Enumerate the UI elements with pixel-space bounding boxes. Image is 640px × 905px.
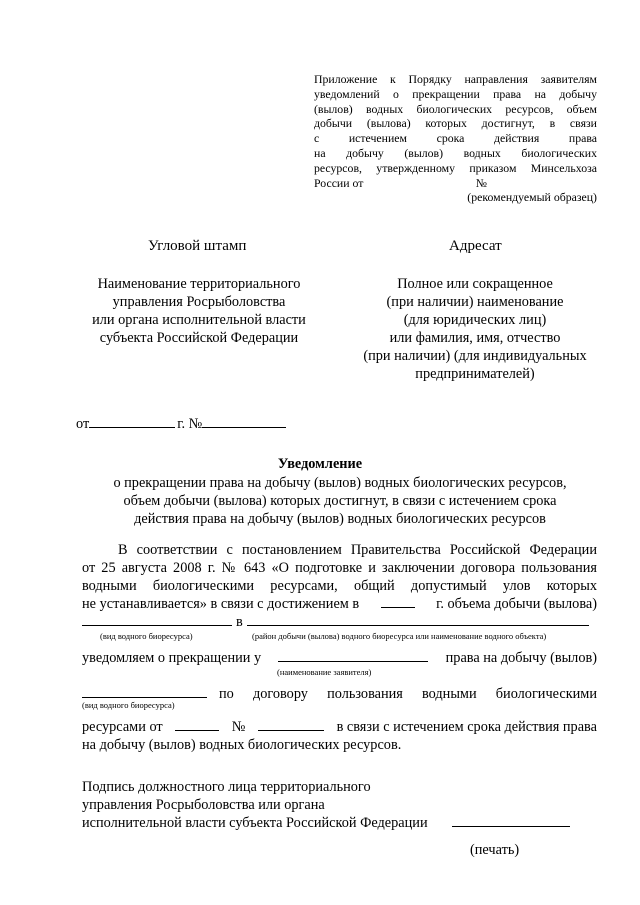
signature-line: исполнительной власти субъекта Российской Федерации	[82, 815, 428, 831]
area-caption: (район добычи (вылова) водного биоресурса или наименование водного объекта)	[252, 631, 547, 641]
appendix-number-label: №	[475, 175, 487, 190]
in-word: в	[236, 614, 243, 630]
paragraph-line: от 25 августа 2008 г. № 643 «О подготовке и заключении договора пользования	[82, 560, 597, 576]
paragraph-line: В соответствии с постановлением Правительства Российской Федерации	[118, 542, 597, 558]
issuer-line: или органа исполнительной власти	[92, 312, 306, 328]
signature-blank[interactable]	[452, 814, 570, 827]
species-blank-2[interactable]	[82, 685, 207, 698]
right-label: права на добычу (вылов)	[445, 650, 597, 666]
contract-label: по договору пользования водными биологическими	[219, 686, 597, 702]
seal-label: (печать)	[470, 842, 520, 858]
main-paragraph	[82, 541, 597, 613]
appendix-line: добычи (вылова) которых достигнут, в связи	[314, 116, 597, 131]
date-from-label: от	[76, 416, 90, 432]
appendix-line: ресурсов, утвержденному приказом Минсельхоза	[314, 160, 597, 175]
date-blank[interactable]	[89, 415, 175, 428]
signature-line-row	[82, 814, 602, 832]
addressee-title: Адресат	[449, 238, 502, 254]
subtitle-line: объем добычи (вылова) которых достигнут, в связи с истечением срока	[123, 493, 557, 509]
contract-date-blank[interactable]	[175, 718, 219, 731]
area-blank[interactable]	[247, 613, 589, 626]
recipient-line: или фамилия, имя, отчество	[389, 330, 561, 346]
outgoing-date-line	[76, 415, 286, 433]
year-number-label: г. №	[177, 416, 203, 432]
resources-label: ресурсами от	[82, 719, 163, 735]
appendix-date-label: России от	[314, 175, 364, 190]
recipient-line: (для юридических лиц)	[403, 312, 547, 328]
achieve-label: не устанавливается» в связи с достижением в	[82, 596, 360, 612]
contract-number-blank[interactable]	[258, 718, 324, 731]
signature-line: Подпись должностного лица территориального	[82, 779, 371, 795]
issuer-line: управления Росрыболовства	[112, 294, 286, 310]
applicant-blank[interactable]	[278, 649, 428, 662]
year-blank[interactable]	[381, 595, 415, 608]
number-blank[interactable]	[202, 415, 286, 428]
recipient-block	[345, 275, 605, 383]
paragraph-line: водными биологическими ресурсами, общий допустимый улов которых	[82, 578, 597, 594]
species-blank[interactable]	[82, 613, 232, 626]
applicant-caption: (наименование заявителя)	[277, 667, 372, 677]
species-area-row	[82, 613, 589, 631]
corner-stamp-title: Угловой штамп	[148, 238, 247, 254]
volume-label: г. объема добычи (вылова)	[436, 596, 597, 612]
species-caption: (вид водного биоресурса)	[100, 631, 193, 641]
notify-label: уведомляем о прекращении у	[82, 650, 262, 666]
subtitle-line: действия права на добычу (вылов) водных биологических ресурсов	[134, 511, 546, 527]
expiry-label: в связи с истечением срока действия права	[336, 719, 597, 735]
contract-number-label: №	[231, 719, 246, 735]
notify-row	[82, 649, 597, 667]
notice-title: Уведомление	[277, 456, 363, 472]
appendix-date-row	[314, 176, 597, 191]
closing-line	[82, 736, 597, 754]
recipient-line: (при наличии) наименование	[386, 294, 564, 310]
sample-note: (рекомендуемый образец)	[467, 190, 597, 205]
appendix-block	[314, 72, 597, 205]
issuer-block	[70, 275, 328, 347]
appendix-line: с истечением срока действия права	[314, 131, 597, 146]
signature-line: управления Росрыболовства или органа	[82, 797, 325, 813]
issuer-line: Наименование территориального	[97, 276, 301, 292]
closing-text: на добычу (вылов) водных биологических ресурсов.	[82, 737, 402, 753]
recipient-line: предпринимателей)	[415, 366, 535, 382]
appendix-line: уведомлений о прекращении права на добычу	[314, 86, 597, 101]
recipient-line: Полное или сокращенное	[397, 276, 553, 292]
resources-row	[82, 718, 597, 736]
appendix-line: (вылов) водных биологических ресурсов, объем	[314, 101, 597, 116]
notice-subtitle	[90, 474, 590, 528]
appendix-line: на добычу (вылов) водных биологических	[314, 145, 597, 160]
recipient-line: (при наличии) (для индивидуальных	[363, 348, 587, 364]
species-caption-2: (вид водного биоресурса)	[82, 700, 175, 710]
issuer-line: субъекта Российской Федерации	[99, 330, 299, 346]
paragraph-line	[82, 595, 597, 613]
appendix-line: Приложение к Порядку направления заявителям	[314, 72, 597, 86]
signature-block	[82, 778, 602, 832]
subtitle-line: о прекращении права на добычу (вылов) водных биологических ресурсов,	[113, 475, 567, 491]
